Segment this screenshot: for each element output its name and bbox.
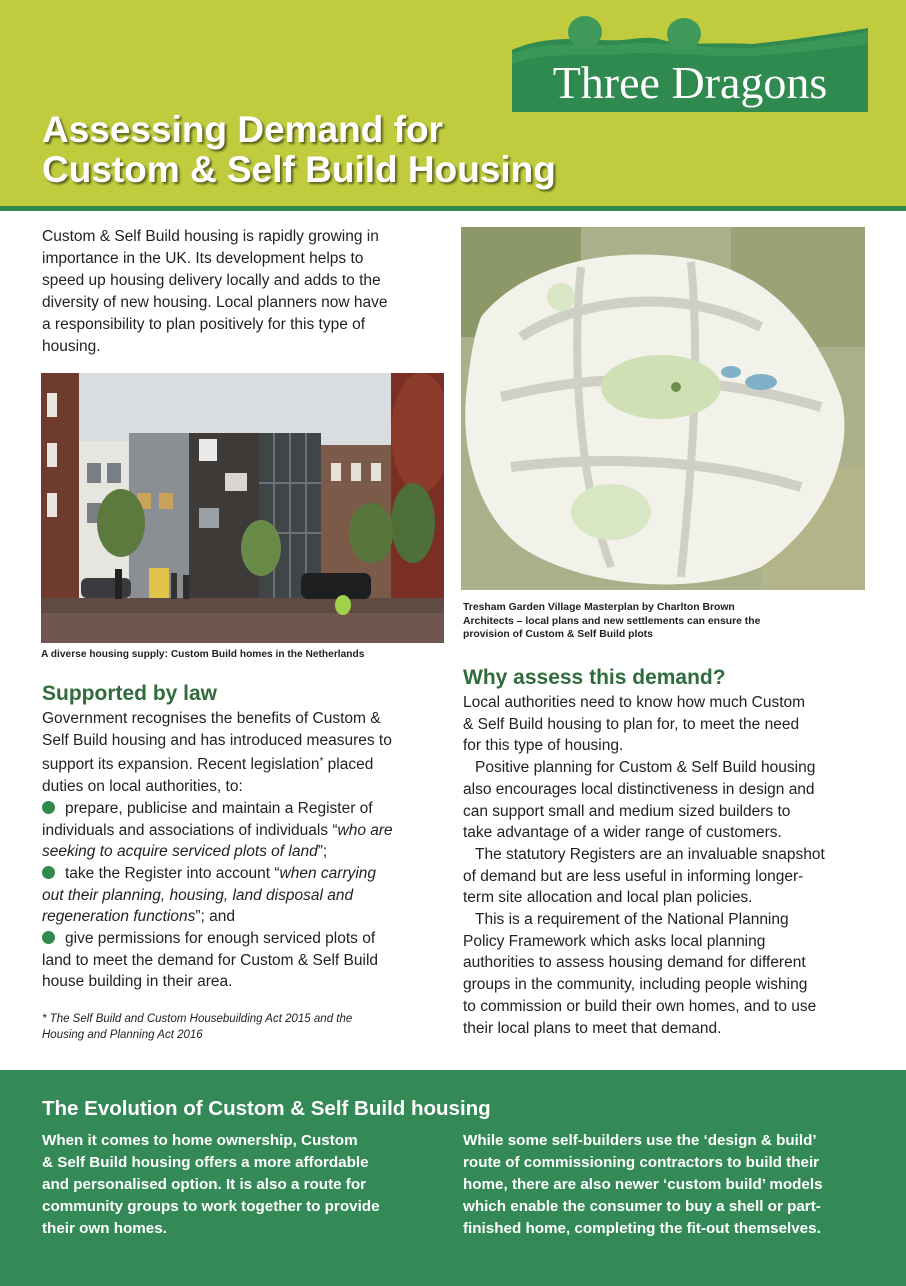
intro-line: housing. — [42, 338, 101, 355]
intro-line: a responsibility to plan positively for this type of — [42, 316, 366, 333]
why-line: for this type of housing. — [463, 737, 624, 755]
intro-line: Custom & Self Build housing is rapidly growing in — [42, 228, 379, 245]
bullet-quote: who are — [337, 821, 393, 839]
law-intro-line: Government recognises the benefits of Custom & — [42, 710, 381, 727]
law-intro-line — [42, 751, 442, 776]
why-line: Positive planning for Custom & Self Build housing — [475, 759, 816, 777]
three-dragons-logo — [512, 10, 868, 112]
footnote-marker: * — [319, 756, 324, 768]
why-line: their local plans to meet that demand. — [463, 1019, 722, 1037]
why-line: can support small and medium sized builders to — [463, 802, 791, 820]
bullet-item — [42, 841, 442, 863]
bullet-icon — [42, 801, 55, 814]
netherlands-housing-photo — [41, 373, 444, 643]
evolution-line: When it comes to home ownership, Custom — [42, 1132, 358, 1149]
why-line: authorities to assess housing demand for different — [463, 954, 806, 972]
title-line-1: Assessing Demand for — [42, 109, 443, 150]
law-intro-line: Self Build housing and has introduced measures to — [42, 731, 392, 749]
why-line: Policy Framework which asks local planning — [463, 932, 766, 950]
law-intro-text: support its expansion. Recent legislation — [42, 756, 320, 774]
bullet-text: ”; and — [195, 908, 236, 926]
photo-caption: A diverse housing supply: Custom Build homes in the Netherlands — [41, 649, 365, 660]
footnote-line: Housing and Planning Act 2016 — [42, 1029, 203, 1041]
bullet-item — [42, 885, 442, 907]
evolution-line: their own homes. — [42, 1220, 167, 1237]
masterplan-map-image — [461, 227, 865, 590]
why-line: of demand but are less useful in informing longer- — [463, 867, 804, 885]
logo-text: Three Dragons — [552, 57, 828, 108]
evolution-line: home, there are also newer ‘custom build’ models — [463, 1176, 823, 1193]
evolution-line: & Self Build housing offers a more affordable — [42, 1154, 369, 1171]
title-line-2: Custom & Self Build Housing — [42, 149, 556, 190]
bullet-item: house building in their area. — [42, 973, 233, 991]
map-caption-line: provision of Custom & Self Build plots — [463, 629, 653, 640]
evolution-line: route of commissioning contractors to build their — [463, 1154, 820, 1171]
why-line: to commission or build their own homes, and to use — [463, 997, 817, 1015]
intro-line: diversity of new housing. Local planners now have — [42, 294, 388, 311]
why-line: term site allocation and local plan policies. — [463, 889, 753, 907]
why-assess-heading: Why assess this demand? — [463, 666, 726, 689]
intro-line: importance in the UK. Its development helps to — [42, 250, 364, 267]
why-assess-section — [463, 692, 865, 1039]
map-caption — [463, 601, 863, 642]
evolution-column-left — [42, 1130, 432, 1240]
bullet-quote: out their planning, housing, land disposal and — [42, 886, 354, 904]
bullet-text: take the Register into account “ — [65, 864, 280, 882]
evolution-section — [0, 1070, 906, 1286]
evolution-line: finished home, completing the fit-out themselves. — [463, 1220, 821, 1237]
map-caption-line: Architects – local plans and new settlements can ensure the — [463, 615, 761, 627]
bullet-item — [42, 798, 442, 820]
why-line: The statutory Registers are an invaluable snapshot — [475, 845, 825, 863]
bullet-item — [42, 928, 442, 950]
evolution-line: which enable the consumer to buy a shell or part- — [463, 1198, 821, 1215]
evolution-heading: The Evolution of Custom & Self Build housing — [42, 1097, 491, 1120]
law-intro-text: placed — [323, 756, 374, 774]
why-line: Local authorities need to know how much Custom — [463, 694, 806, 711]
bullet-item — [42, 906, 442, 928]
bullet-quote: regeneration functions — [42, 908, 196, 926]
bullet-item — [42, 820, 442, 842]
bullet-text: individuals and associations of individuals “ — [42, 821, 338, 839]
header-divider — [0, 206, 906, 211]
evolution-line: and personalised option. It is also a route for — [42, 1176, 367, 1193]
law-section — [42, 708, 442, 993]
footnote-line: * The Self Build and Custom Housebuilding Act 2015 and the — [42, 1013, 353, 1025]
bullet-quote: seeking to acquire serviced plots of land — [42, 843, 318, 861]
evolution-line: While some self-builders use the ‘design & build’ — [463, 1132, 817, 1149]
bullet-item — [42, 863, 442, 885]
bullet-item: land to meet the demand for Custom & Self Build — [42, 951, 379, 969]
bullet-quote: when carrying — [279, 864, 377, 882]
supported-by-law-heading: Supported by law — [42, 682, 218, 705]
bullet-icon — [42, 931, 55, 944]
intro-line: speed up housing delivery locally and adds to the — [42, 272, 381, 289]
evolution-line: community groups to work together to provide — [42, 1198, 380, 1215]
why-line: This is a requirement of the National Planning — [475, 911, 789, 929]
why-line: take advantage of a wider range of customers. — [463, 824, 782, 842]
bullet-icon — [42, 866, 55, 879]
map-caption-line: Tresham Garden Village Masterplan by Charlton Brown — [463, 602, 735, 613]
evolution-column-right — [463, 1130, 868, 1240]
bullet-text: give permissions for enough serviced plots of — [65, 930, 376, 948]
bullet-text: ”; — [317, 843, 328, 861]
law-intro-line: duties on local authorities, to: — [42, 778, 243, 796]
bullet-text: prepare, publicise and maintain a Register of — [65, 799, 373, 817]
why-line: & Self Build housing to plan for, to meet the need — [463, 715, 800, 733]
intro-paragraph — [42, 226, 432, 358]
why-line: groups in the community, including people wishing — [463, 976, 808, 994]
footnote — [42, 1011, 442, 1043]
page-title — [42, 110, 556, 190]
why-line: also encourages local distinctiveness in design and — [463, 780, 815, 798]
